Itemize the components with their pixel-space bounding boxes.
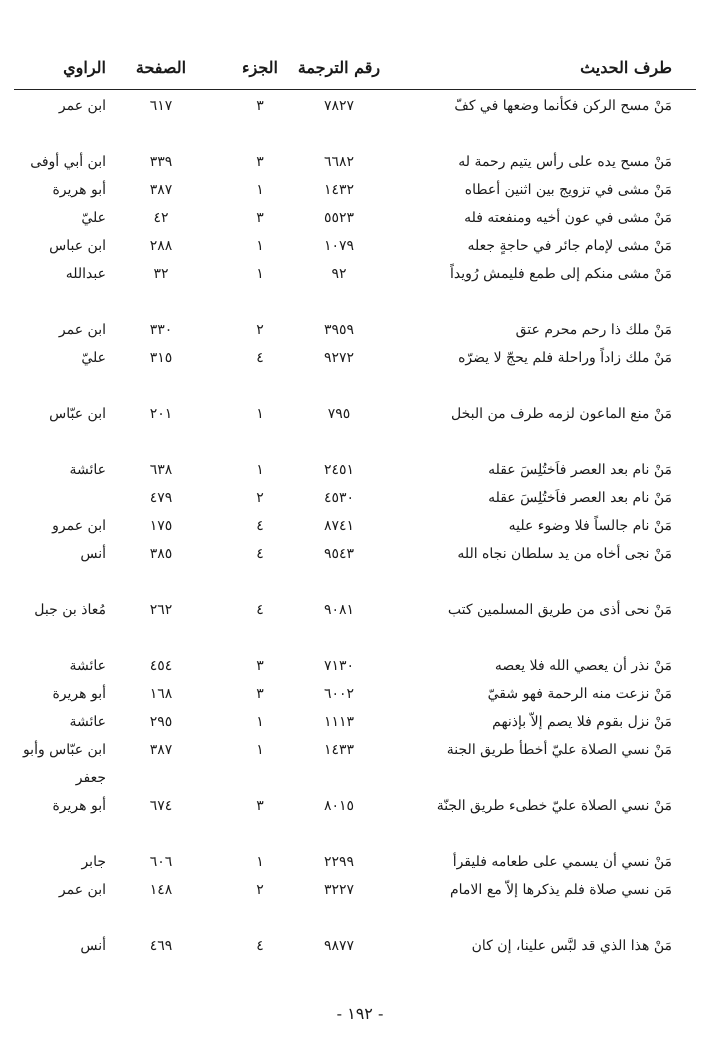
row-raqm: ١٠٧٩ — [323, 238, 355, 254]
row-safha: ٣٣٩ — [149, 154, 173, 170]
row-raqm: ٤٥٣٠ — [323, 490, 355, 506]
table-body — [14, 92, 696, 988]
row-juz: ١ — [256, 462, 264, 478]
row-raqm: ١١١٣ — [323, 714, 355, 730]
row-raqm: ٦٠٠٢ — [323, 686, 355, 702]
row-juz: ٤ — [256, 518, 264, 534]
row-safha: ٢٨٨ — [149, 238, 173, 254]
row-raqm: ٨٧٤١ — [323, 518, 355, 534]
row-raqm: ٧٩٥ — [327, 406, 351, 422]
row-raqm: ٣٢٢٧ — [323, 882, 355, 898]
table-row — [14, 204, 696, 232]
row-tarf: مَنْ مسح يده على رأس يتيم رحمة له — [458, 154, 672, 170]
row-rawi: عائشة — [69, 714, 106, 730]
page-number: - ١٩٢ - — [336, 1004, 384, 1023]
row-safha: ٢٩٥ — [149, 714, 173, 730]
row-safha: ٦٣٨ — [149, 462, 173, 478]
row-raqm: ٧٨٢٧ — [323, 98, 355, 114]
row-tarf: مَنْ مشى في عون أخيه ومنفعته فله — [464, 210, 672, 226]
row-rawi: أنس — [80, 938, 106, 954]
row-juz: ١ — [256, 182, 264, 198]
row-rawi: ابن عمر — [58, 882, 106, 898]
header-tarf: طرف الحديث — [580, 58, 672, 77]
row-tarf: مَنْ نسي الصلاة عليّ أخطأ طريق الجنة — [446, 742, 672, 758]
table-row — [14, 400, 696, 456]
row-juz: ١ — [256, 742, 264, 758]
row-rawi: ابن عمرو — [52, 518, 106, 534]
table-row — [14, 344, 696, 400]
header-juz: الجزء — [242, 58, 278, 77]
row-rawi: عليّ — [81, 210, 106, 226]
row-raqm: ١٤٣٢ — [323, 182, 355, 198]
header-rawi: الراوي — [63, 58, 106, 77]
row-juz: ٤ — [256, 938, 264, 954]
row-tarf: مَنْ مسح الركن فكأنما وضعها في كفّ — [454, 98, 672, 114]
header-rule — [14, 89, 696, 90]
table-row — [14, 792, 696, 848]
row-juz: ١ — [256, 854, 264, 870]
row-rawi: ابن عبّاس — [49, 406, 106, 422]
row-tarf: مَنْ نام بعد العصر فاَختُلِسَ عقله — [488, 490, 672, 506]
row-safha: ٢٦٢ — [149, 602, 173, 618]
row-safha: ٤٧٩ — [149, 490, 173, 506]
row-juz: ٢ — [256, 322, 264, 338]
row-safha: ٤٢ — [153, 210, 169, 226]
table-row — [14, 260, 696, 316]
row-safha: ٦٧٤ — [149, 798, 173, 814]
row-rawi: أبو هريرة — [52, 686, 106, 702]
row-tarf: مَنْ ملك زاداً وراحلة فلم يحجّ لا يضرّه — [458, 350, 672, 366]
row-tarf: مَنْ نزعت منه الرحمة فهو شقيّ — [487, 686, 672, 702]
row-rawi: جابر — [81, 854, 106, 870]
row-juz: ١ — [256, 266, 264, 282]
row-tarf: مَنْ مشى لإمام جائر في حاجةٍ جعله — [467, 238, 672, 254]
row-rawi: ابن عباس — [49, 238, 106, 254]
row-raqm: ٥٥٢٣ — [323, 210, 355, 226]
table-row — [14, 680, 696, 708]
row-safha: ٤٦٩ — [149, 938, 173, 954]
row-juz: ٢ — [256, 490, 264, 506]
table-row — [14, 148, 696, 176]
row-rawi: ابن عمر — [58, 98, 106, 114]
header-raqm: رقم الترجمة — [297, 58, 381, 77]
row-juz: ٤ — [256, 546, 264, 562]
row-juz: ٣ — [256, 210, 264, 226]
row-tarf: مَنْ نام جالساً فلا وضوء عليه — [508, 518, 672, 534]
row-juz: ٤ — [256, 350, 264, 366]
row-tarf: مَنْ نزل بقوم فلا يصم إلاّ بإذنهم — [492, 714, 672, 730]
row-rawi: مُعاذ بن جبل — [34, 602, 106, 618]
row-raqm: ٧١٣٠ — [323, 658, 355, 674]
row-raqm: ٦٦٨٢ — [323, 154, 355, 170]
row-raqm: ٩٢ — [331, 266, 347, 282]
row-raqm: ٩٨٧٧ — [323, 938, 355, 954]
row-rawi: ابن عمر — [58, 322, 106, 338]
row-safha: ١٤٨ — [149, 882, 173, 898]
table-row — [14, 652, 696, 680]
table-row — [14, 708, 696, 736]
table-row — [14, 484, 696, 512]
row-tarf: مَنْ نجى أخاه من يد سلطان نجاه الله — [457, 546, 672, 562]
row-juz: ١ — [256, 406, 264, 422]
row-raqm: ٩٢٧٢ — [323, 350, 355, 366]
row-rawi: أبو هريرة — [52, 798, 106, 814]
row-raqm: ١٤٣٣ — [323, 742, 355, 758]
row-tarf: مَنْ منع الماعون لزمه طرف من البخل — [451, 406, 672, 422]
row-tarf: مَنْ ملك ذا رحم محرم عتق — [515, 322, 672, 338]
row-tarf: مَنْ مشى منكم إلى طمع فليمش رُويداً — [450, 266, 672, 282]
row-rawi: ابن أبي أوفى — [30, 154, 106, 170]
row-tarf: مَن نسي صلاة فلم يذكرها إلاّ مع الامام — [450, 882, 672, 898]
table-row — [14, 456, 696, 484]
table-header — [14, 58, 696, 88]
row-tarf: مَنْ نسي أن يسمي على طعامه فليقرأ — [452, 854, 672, 870]
row-juz: ٣ — [256, 98, 264, 114]
row-juz: ٣ — [256, 686, 264, 702]
row-rawi: عبدالله — [65, 266, 106, 282]
row-safha: ٦٠٦ — [149, 854, 173, 870]
table-row — [14, 316, 696, 344]
table-row — [14, 596, 696, 652]
table-row — [14, 876, 696, 932]
row-safha: ٢٠١ — [149, 406, 173, 422]
table-row — [14, 512, 696, 540]
row-rawi: ابن عبّاس وأبو جعفر — [22, 742, 106, 786]
table-row — [14, 176, 696, 204]
table-row — [14, 540, 696, 596]
table-row — [14, 848, 696, 876]
row-safha: ٣٨٥ — [149, 546, 173, 562]
row-rawi: أنس — [80, 546, 106, 562]
table-row — [14, 92, 696, 148]
row-raqm: ٢٢٩٩ — [323, 854, 355, 870]
row-safha: ٣٢ — [153, 266, 169, 282]
row-tarf: مَنْ نسي الصلاة عليّ خطىء طريق الجنّة — [436, 798, 672, 814]
row-rawi: عليّ — [81, 350, 106, 366]
row-juz: ٢ — [256, 882, 264, 898]
row-safha: ٤٥٤ — [149, 658, 173, 674]
row-juz: ٣ — [256, 154, 264, 170]
row-juz: ٤ — [256, 602, 264, 618]
row-raqm: ٩٥٤٣ — [323, 546, 355, 562]
row-raqm: ٢٤٥١ — [323, 462, 355, 478]
row-tarf: مَنْ هذا الذي قد لبَّس علينا، إن كان — [471, 938, 672, 954]
row-raqm: ٣٩٥٩ — [323, 322, 355, 338]
row-safha: ٣٣٠ — [149, 322, 173, 338]
row-safha: ١٧٥ — [149, 518, 173, 534]
table-row — [14, 736, 696, 792]
header-safha: الصفحة — [135, 58, 187, 77]
row-juz: ١ — [256, 714, 264, 730]
row-tarf: مَنْ مشى في تزويج بين اثنين أعطاه — [464, 182, 672, 198]
row-safha: ٣٨٧ — [149, 182, 173, 198]
row-safha: ٣٨٧ — [149, 742, 173, 758]
row-safha: ١٦٨ — [149, 686, 173, 702]
row-juz: ٣ — [256, 798, 264, 814]
row-juz: ٣ — [256, 658, 264, 674]
row-rawi: عائشة — [69, 462, 106, 478]
row-rawi: أبو هريرة — [52, 182, 106, 198]
row-safha: ٦١٧ — [149, 98, 173, 114]
row-juz: ١ — [256, 238, 264, 254]
row-tarf: مَنْ نحى أذى من طريق المسلمين كتب — [447, 602, 672, 618]
row-tarf: مَنْ نذر أن يعصي الله فلا يعصه — [494, 658, 672, 674]
row-rawi: عائشة — [69, 658, 106, 674]
row-raqm: ٩٠٨١ — [323, 602, 355, 618]
row-tarf: مَنْ نام بعد العصر فاَختُلِسَ عقله — [488, 462, 672, 478]
table-row — [14, 232, 696, 260]
row-raqm: ٨٠١٥ — [323, 798, 355, 814]
table-row — [14, 932, 696, 988]
row-safha: ٣١٥ — [149, 350, 173, 366]
